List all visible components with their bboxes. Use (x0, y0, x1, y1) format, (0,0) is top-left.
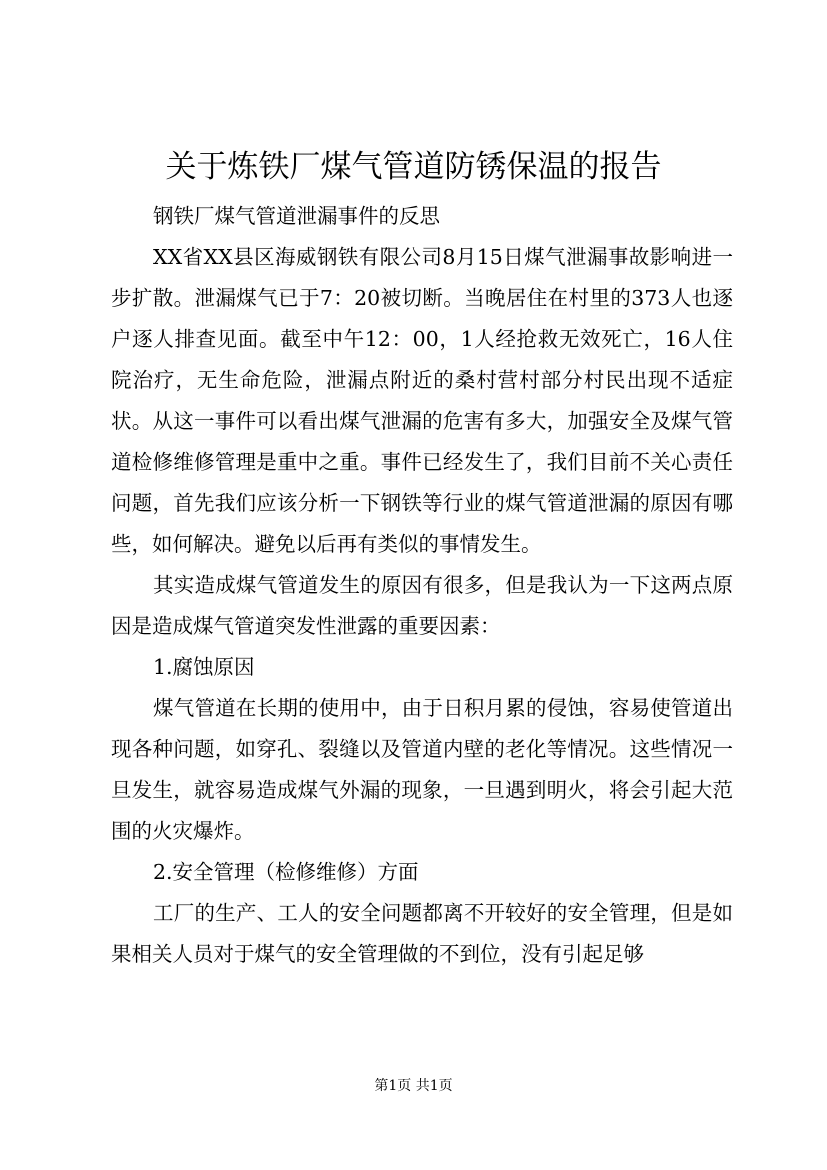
paragraph-corrosion: 煤气管道在长期的使用中，由于日积月累的侵蚀，容易使管道出现各种问题，如穿孔、裂缝以及管道内壁的老化等情况。这些情况一旦发生，就容易造成煤气外漏的现象，一旦遇到明火，将会引起大范围的火灾爆炸。 (111, 696, 733, 843)
section-heading-corrosion: 1.腐蚀原因 (153, 655, 255, 679)
paragraph-safety-management: 工厂的生产、工人的安全问题都离不开较好的安全管理，但是如果相关人员对于煤气的安全管理做的不到位，没有引起足够 (111, 901, 733, 966)
paragraph-incident: XX省XX县区海威钢铁有限公司8月15日煤气泄漏事故影响进一步扩散。泄漏煤气已于7：20被切断。当晚居住在村里的373人也逐户逐人排查见面。截至中午12：00，1人经抢救无效死亡，16人住院治疗，无生命危险，泄漏点附近的桑村营村部分村民出现不适症状。从这一事件可以看出煤气泄漏的危害有多大，加强安全及煤气管道检修维修管理是重中之重。事件已经发生了，我们目前不关心责任问题，首先我们应该分析一下钢铁等行业的煤气管道泄漏的原因有哪些，如何解决。避免以后再有类似的事情发生。 (111, 245, 733, 556)
document-body (111, 196, 733, 975)
page-number-footer: 第1页 共1页 (374, 1078, 453, 1094)
document-title: 关于炼铁厂煤气管道防锈保温的报告 (165, 149, 662, 185)
paragraph-causes-intro: 其实造成煤气管道发生的原因有很多，但是我认为一下这两点原因是造成煤气管道突发性泄露的重要因素： (111, 573, 733, 638)
paragraph-subtitle: 钢铁厂煤气管道泄漏事件的反思 (153, 204, 440, 228)
section-heading-safety-management: 2.安全管理（检修维修）方面 (153, 860, 419, 884)
